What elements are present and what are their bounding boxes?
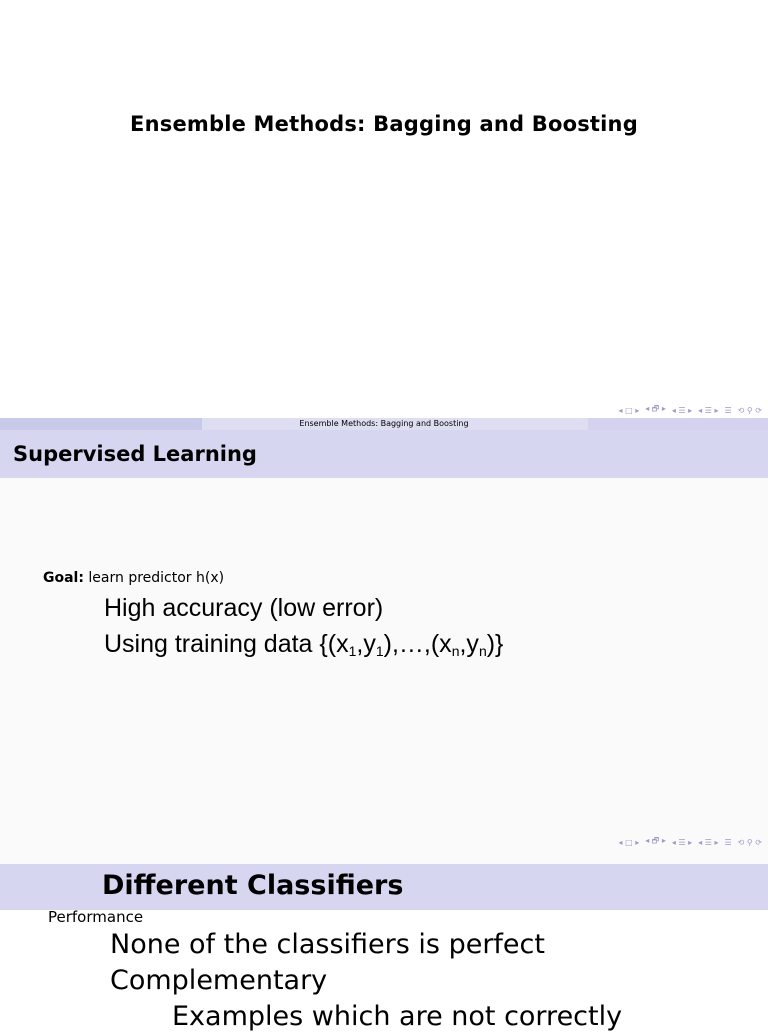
- nav-frame-icon[interactable]: ◂ □ ▸: [618, 405, 640, 415]
- nav-frame-icon[interactable]: ◂ □ ▸: [618, 837, 640, 847]
- subscript: n: [451, 643, 460, 659]
- nav-section-icon[interactable]: ◂ ☰ ▸: [671, 837, 693, 847]
- frame-title-bar: [0, 430, 768, 478]
- frame-title: Different Classifiers: [102, 870, 404, 901]
- accuracy-line: High accuracy (low error): [104, 594, 384, 622]
- beamer-navigation: [619, 836, 762, 848]
- presentation-title: Ensemble Methods: Bagging and Boosting: [130, 112, 638, 136]
- header-bar: [0, 418, 768, 430]
- subscript: n: [478, 643, 487, 659]
- slide-title: [0, 0, 768, 418]
- nav-outline-icon[interactable]: ☰: [724, 837, 732, 847]
- goal-label: Goal:: [43, 570, 84, 586]
- nav-search-icon[interactable]: ⟲ ⚲ ⟳: [737, 837, 762, 847]
- nav-subsection-list-icon[interactable]: ◂ ☰ ▸: [698, 837, 719, 847]
- training-data-part: ,y: [459, 630, 479, 658]
- training-data-part: ),…,(x: [383, 630, 452, 658]
- subscript: 1: [348, 643, 357, 659]
- slide-different-classifiers: [0, 864, 768, 1032]
- nav-section-icon[interactable]: ◂ ☰ ▸: [671, 405, 693, 415]
- training-data-part: ,y: [356, 630, 376, 658]
- training-data-prefix: Using training data {(x: [104, 630, 349, 658]
- subscript: 1: [375, 643, 384, 659]
- goal-description: learn predictor h(x): [83, 570, 225, 586]
- performance-label: Performance: [48, 908, 144, 926]
- training-data-suffix: )}: [486, 630, 504, 658]
- header-title: Ensemble Methods: Bagging and Boosting: [299, 419, 469, 428]
- training-data-line: [104, 630, 503, 659]
- goal-text: [43, 570, 224, 586]
- slide-supervised-learning: [0, 418, 768, 864]
- nav-subsection-icon[interactable]: ◂ 🗗 ▸: [645, 836, 666, 845]
- frame-title: Supervised Learning: [13, 442, 257, 466]
- nav-subsection-icon[interactable]: ◂ 🗗 ▸: [645, 404, 666, 413]
- nav-search-icon[interactable]: ⟲ ⚲ ⟳: [737, 405, 762, 415]
- frame-title-bar: [0, 864, 768, 910]
- beamer-navigation: [619, 404, 762, 416]
- nav-subsection-list-icon[interactable]: ◂ ☰ ▸: [698, 405, 719, 415]
- bullet-none-perfect: None of the classifiers is perfect: [110, 929, 545, 960]
- bullet-complementary: Complementary: [110, 965, 328, 996]
- bullet-examples: Examples which are not correctly: [172, 1001, 623, 1032]
- nav-outline-icon[interactable]: ☰: [724, 405, 732, 415]
